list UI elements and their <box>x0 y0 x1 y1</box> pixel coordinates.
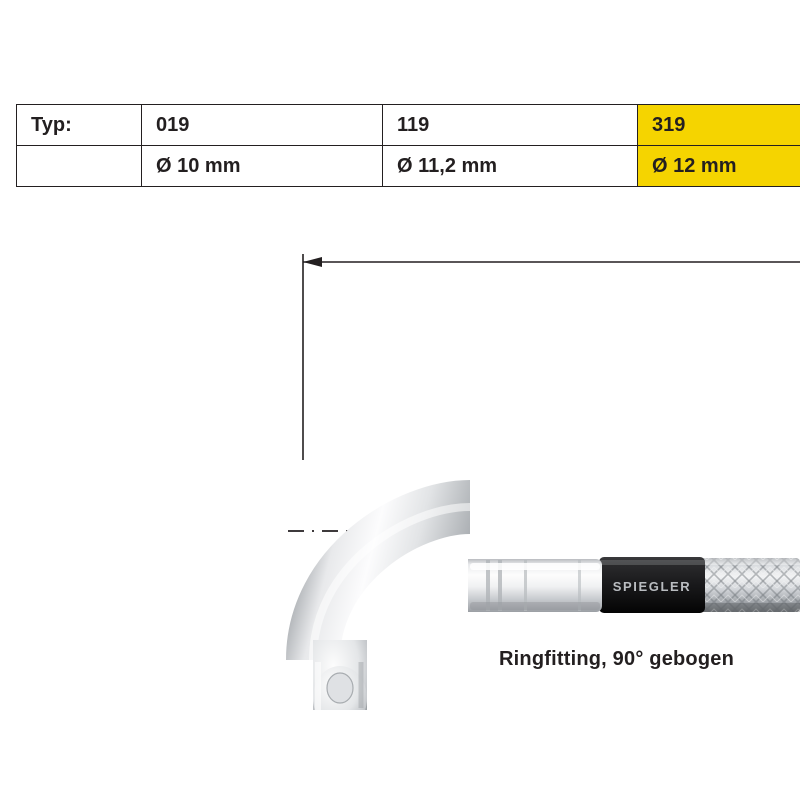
cell-diameter-10: Ø 10 mm <box>142 146 383 187</box>
cell-diameter-12: Ø 12 mm <box>638 146 800 187</box>
table-row <box>17 146 800 187</box>
drawing-caption: Ringfitting, 90° gebogen <box>499 648 735 670</box>
row-label-empty <box>17 146 142 187</box>
table-row <box>17 105 800 146</box>
cell-type-019: 019 <box>142 105 383 146</box>
product-drawing <box>0 210 800 710</box>
cell-type-319: 319 <box>638 105 800 146</box>
black-sleeve <box>599 557 705 613</box>
fitting-body <box>468 559 602 612</box>
cell-diameter-112: Ø 11,2 mm <box>383 146 638 187</box>
spec-table <box>16 104 800 187</box>
cell-type-119: 119 <box>383 105 638 146</box>
braided-hose <box>700 558 800 612</box>
row-label-typ: Typ: <box>17 105 142 146</box>
ring-eye <box>313 640 367 710</box>
brand-label: SPIEGLER <box>612 579 692 594</box>
length-dimension-arrow <box>303 254 800 460</box>
